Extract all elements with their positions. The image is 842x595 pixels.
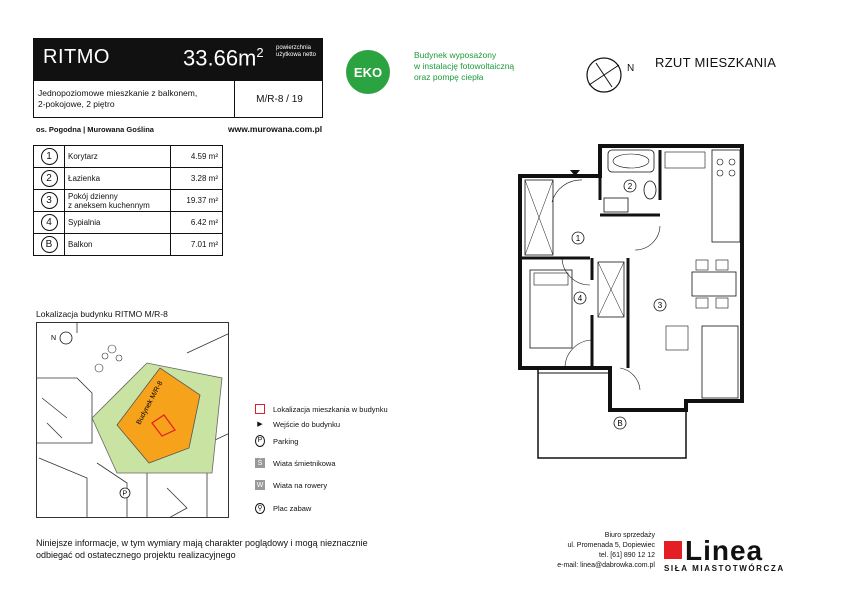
- room-name: Łazienka: [65, 168, 171, 190]
- red-square-icon: [255, 404, 265, 414]
- floor-plan: [500, 140, 760, 465]
- entrance-arrow-icon: ▶: [257, 421, 263, 428]
- logo-wordmark: Linea: [685, 535, 764, 566]
- rooms-table: [33, 145, 223, 256]
- website-link[interactable]: www.murowana.com.pl: [228, 124, 323, 134]
- playground-icon: [60, 332, 72, 344]
- room-number: B: [34, 234, 65, 256]
- room-name: Sypialnia: [65, 212, 171, 234]
- site-map: [36, 322, 229, 518]
- room-row: [34, 146, 223, 168]
- apartment-name: RITMO: [43, 46, 110, 68]
- room-area: 19.37 m²: [171, 190, 223, 212]
- room-area: 4.59 m²: [171, 146, 223, 168]
- room-number: 4: [34, 212, 65, 234]
- apartment-header: [33, 38, 323, 80]
- room-number: 1: [34, 146, 65, 168]
- room-name: Korytarz: [65, 146, 171, 168]
- room-name: Pokój dzienny z aneksem kuchennym: [65, 190, 171, 212]
- building-label: Budynek M/R-8: [135, 380, 165, 426]
- legend-bike-shelter: W Wiata na rowery: [256, 480, 328, 490]
- compass-icon: [584, 55, 624, 95]
- office-email[interactable]: e-mail: linea@dabrowka.com.pl: [557, 562, 655, 569]
- legend-waste-shelter: Ś Wiata śmietnikowa: [255, 458, 336, 468]
- room-area: 7.01 m²: [171, 234, 223, 256]
- room-number: 3: [34, 190, 65, 212]
- room-area: 3.28 m²: [171, 168, 223, 190]
- legend-playground: ⚲ Plac zabaw: [255, 503, 311, 513]
- room-row: [34, 190, 223, 212]
- bike-shelter-icon: W: [256, 481, 264, 489]
- room-row: [34, 168, 223, 190]
- room-row: [34, 234, 223, 256]
- svg-text:2: 2: [627, 182, 633, 191]
- map-title: Lokalizacja budynku RITMO M/R-8: [36, 309, 168, 319]
- legend-entrance: ▶ Wejście do budynku: [255, 419, 340, 429]
- svg-text:P: P: [122, 490, 128, 498]
- logo-tagline: SIŁA MIASTOTWÓRCZA: [664, 564, 785, 573]
- room-number: 2: [34, 168, 65, 190]
- north-label: N: [627, 63, 635, 74]
- area-label: powierzchnia użytkowa netto: [276, 45, 317, 58]
- playground-icon: ⚲: [255, 503, 265, 513]
- logo-red-square: [664, 541, 682, 559]
- description-line-1: Jednopoziomowe mieszkanie z balkonem,: [38, 88, 198, 98]
- map-north-label: N: [51, 335, 57, 342]
- room-area: 6.42 m²: [171, 212, 223, 234]
- apartment-description: [33, 80, 323, 118]
- eko-badge: EKO: [346, 50, 390, 94]
- svg-text:3: 3: [657, 301, 663, 310]
- site-map-drawing: [37, 323, 229, 518]
- eko-description: Budynek wyposażony w instalację fotowoltaiczną oraz pompę ciepła: [414, 50, 515, 82]
- svg-text:B: B: [617, 419, 623, 428]
- apartment-code: M/R-8 / 19: [234, 81, 324, 117]
- legend-apartment-location: Lokalizacja mieszkania w budynku: [255, 404, 388, 414]
- estate-location: os. Pogodna | Murowana Goślina: [36, 125, 154, 134]
- linea-logo: [664, 535, 785, 573]
- svg-text:4: 4: [577, 294, 583, 303]
- parking-icon: P: [255, 436, 265, 446]
- room-name: Balkon: [65, 234, 171, 256]
- waste-shelter-icon: Ś: [255, 458, 265, 468]
- legend-parking: P Parking: [255, 436, 298, 446]
- plan-title: RZUT MIESZKANIA: [655, 55, 777, 70]
- sales-office: Biuro sprzedaży ul. Promenada 5, Dopiewiec tel. [61] 890 12 12 e-mail: linea@dabrowka.com.pl: [500, 531, 655, 571]
- svg-text:1: 1: [575, 234, 581, 243]
- disclaimer: Niniejsze informacje, w tym wymiary mają charakter poglądowy i mogą nieznacznie odbiegać od ostatecznego projektu realizacyjnego: [36, 538, 368, 560]
- apartment-area: $33.66m^2$: [183, 45, 264, 71]
- description-line-2: 2-pokojowe, 2 piętro: [38, 99, 115, 109]
- room-row: [34, 212, 223, 234]
